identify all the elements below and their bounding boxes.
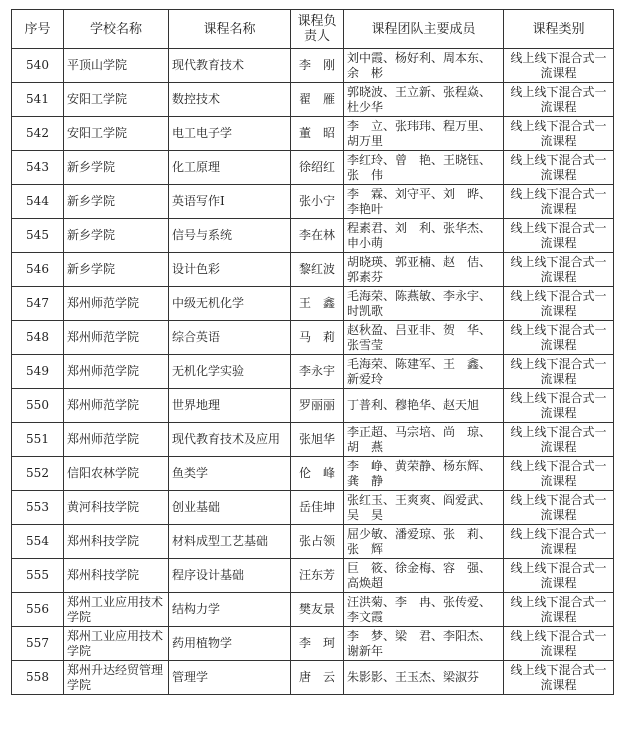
cell-index: 558 xyxy=(12,661,64,695)
cell-course: 英语写作Ⅰ xyxy=(169,185,291,219)
course-table xyxy=(11,9,614,695)
table-row xyxy=(12,219,614,253)
cell-category: 线上线下混合式一流课程 xyxy=(504,525,614,559)
table-row xyxy=(12,389,614,423)
cell-index: 550 xyxy=(12,389,64,423)
cell-team: 李 霖、刘守平、刘 晔、李艳叶 xyxy=(344,185,504,219)
header-index: 序号 xyxy=(12,10,64,49)
table-row xyxy=(12,457,614,491)
header-category: 课程类别 xyxy=(504,10,614,49)
cell-team: 丁普利、穆艳华、赵天旭 xyxy=(344,389,504,423)
cell-index: 557 xyxy=(12,627,64,661)
cell-leader: 罗丽丽 xyxy=(291,389,344,423)
cell-course: 鱼类学 xyxy=(169,457,291,491)
cell-category: 线上线下混合式一流课程 xyxy=(504,287,614,321)
cell-category: 线上线下混合式一流课程 xyxy=(504,117,614,151)
table-row xyxy=(12,355,614,389)
table-row xyxy=(12,185,614,219)
header-leader: 课程负责人 xyxy=(291,10,344,49)
cell-team: 赵秋盈、吕亚非、贺 华、张雪莹 xyxy=(344,321,504,355)
cell-school: 新乡学院 xyxy=(64,253,169,287)
cell-school: 新乡学院 xyxy=(64,151,169,185)
cell-course: 综合英语 xyxy=(169,321,291,355)
cell-leader: 李永宇 xyxy=(291,355,344,389)
cell-team: 李 峥、黄荣静、杨东辉、龚 静 xyxy=(344,457,504,491)
cell-team: 李红玲、曾 艳、王晓钰、张 伟 xyxy=(344,151,504,185)
cell-course: 现代教育技术 xyxy=(169,49,291,83)
cell-team: 李 立、张玮玮、程万里、胡万里 xyxy=(344,117,504,151)
cell-category: 线上线下混合式一流课程 xyxy=(504,457,614,491)
table-row xyxy=(12,117,614,151)
table-row xyxy=(12,287,614,321)
cell-index: 545 xyxy=(12,219,64,253)
cell-leader: 李 珂 xyxy=(291,627,344,661)
cell-category: 线上线下混合式一流课程 xyxy=(504,559,614,593)
cell-category: 线上线下混合式一流课程 xyxy=(504,49,614,83)
cell-leader: 徐绍红 xyxy=(291,151,344,185)
cell-course: 无机化学实验 xyxy=(169,355,291,389)
cell-team: 刘中霞、杨好利、周本东、余 彬 xyxy=(344,49,504,83)
table-row xyxy=(12,423,614,457)
header-school: 学校名称 xyxy=(64,10,169,49)
cell-leader: 汪东芳 xyxy=(291,559,344,593)
cell-team: 巨 筱、徐金梅、容 强、高焕超 xyxy=(344,559,504,593)
table-row xyxy=(12,593,614,627)
cell-category: 线上线下混合式一流课程 xyxy=(504,151,614,185)
cell-course: 中级无机化学 xyxy=(169,287,291,321)
cell-team: 汪洪菊、李 冉、张传爱、李文霞 xyxy=(344,593,504,627)
cell-course: 信号与系统 xyxy=(169,219,291,253)
cell-course: 设计色彩 xyxy=(169,253,291,287)
table-row xyxy=(12,559,614,593)
cell-leader: 樊友景 xyxy=(291,593,344,627)
cell-leader: 王 鑫 xyxy=(291,287,344,321)
cell-leader: 李 刚 xyxy=(291,49,344,83)
cell-school: 郑州师范学院 xyxy=(64,423,169,457)
cell-school: 郑州科技学院 xyxy=(64,525,169,559)
cell-category: 线上线下混合式一流课程 xyxy=(504,185,614,219)
cell-team: 李 梦、梁 君、李阳杰、谢新年 xyxy=(344,627,504,661)
cell-index: 549 xyxy=(12,355,64,389)
cell-school: 郑州升达经贸管理学院 xyxy=(64,661,169,695)
cell-course: 管理学 xyxy=(169,661,291,695)
cell-team: 屈少敏、潘爱琼、张 莉、张 辉 xyxy=(344,525,504,559)
cell-index: 547 xyxy=(12,287,64,321)
cell-index: 555 xyxy=(12,559,64,593)
cell-leader: 董 昭 xyxy=(291,117,344,151)
cell-index: 546 xyxy=(12,253,64,287)
header-team: 课程团队主要成员 xyxy=(344,10,504,49)
cell-leader: 李在林 xyxy=(291,219,344,253)
cell-index: 541 xyxy=(12,83,64,117)
cell-school: 郑州科技学院 xyxy=(64,559,169,593)
cell-school: 新乡学院 xyxy=(64,219,169,253)
cell-course: 材料成型工艺基础 xyxy=(169,525,291,559)
cell-leader: 翟 雁 xyxy=(291,83,344,117)
table-row xyxy=(12,491,614,525)
cell-leader: 马 莉 xyxy=(291,321,344,355)
cell-school: 郑州师范学院 xyxy=(64,389,169,423)
cell-course: 药用植物学 xyxy=(169,627,291,661)
cell-course: 现代教育技术及应用 xyxy=(169,423,291,457)
cell-course: 化工原理 xyxy=(169,151,291,185)
cell-team: 张红玉、王爽爽、阎爱武、吴 昊 xyxy=(344,491,504,525)
cell-category: 线上线下混合式一流课程 xyxy=(504,627,614,661)
table-row xyxy=(12,321,614,355)
cell-school: 安阳工学院 xyxy=(64,83,169,117)
table-row xyxy=(12,661,614,695)
cell-leader: 张占领 xyxy=(291,525,344,559)
cell-school: 郑州师范学院 xyxy=(64,321,169,355)
cell-category: 线上线下混合式一流课程 xyxy=(504,389,614,423)
cell-category: 线上线下混合式一流课程 xyxy=(504,83,614,117)
cell-team: 李正超、马宗培、尚 琼、胡 燕 xyxy=(344,423,504,457)
cell-course: 结构力学 xyxy=(169,593,291,627)
cell-course: 电工电子学 xyxy=(169,117,291,151)
cell-school: 郑州师范学院 xyxy=(64,355,169,389)
cell-leader: 张小宁 xyxy=(291,185,344,219)
cell-leader: 伦 峰 xyxy=(291,457,344,491)
cell-leader: 岳佳坤 xyxy=(291,491,344,525)
cell-index: 548 xyxy=(12,321,64,355)
cell-team: 毛海荣、陈燕敏、李永宇、时凯歌 xyxy=(344,287,504,321)
cell-category: 线上线下混合式一流课程 xyxy=(504,355,614,389)
cell-school: 郑州工业应用技术学院 xyxy=(64,627,169,661)
cell-school: 安阳工学院 xyxy=(64,117,169,151)
cell-category: 线上线下混合式一流课程 xyxy=(504,593,614,627)
cell-team: 朱影影、王玉杰、梁淑芬 xyxy=(344,661,504,695)
cell-course: 世界地理 xyxy=(169,389,291,423)
cell-team: 郭晓波、王立新、张程焱、杜少华 xyxy=(344,83,504,117)
cell-course: 创业基础 xyxy=(169,491,291,525)
table-row xyxy=(12,151,614,185)
cell-leader: 张旭华 xyxy=(291,423,344,457)
cell-course: 程序设计基础 xyxy=(169,559,291,593)
cell-category: 线上线下混合式一流课程 xyxy=(504,321,614,355)
cell-leader: 黎红波 xyxy=(291,253,344,287)
cell-category: 线上线下混合式一流课程 xyxy=(504,491,614,525)
header-course: 课程名称 xyxy=(169,10,291,49)
cell-school: 黄河科技学院 xyxy=(64,491,169,525)
cell-index: 540 xyxy=(12,49,64,83)
header-row xyxy=(12,10,614,49)
cell-index: 542 xyxy=(12,117,64,151)
cell-category: 线上线下混合式一流课程 xyxy=(504,219,614,253)
table-row xyxy=(12,253,614,287)
table-row xyxy=(12,49,614,83)
cell-index: 553 xyxy=(12,491,64,525)
cell-course: 数控技术 xyxy=(169,83,291,117)
cell-school: 信阳农林学院 xyxy=(64,457,169,491)
cell-index: 552 xyxy=(12,457,64,491)
cell-category: 线上线下混合式一流课程 xyxy=(504,661,614,695)
cell-team: 程素君、刘 利、张华杰、申小萌 xyxy=(344,219,504,253)
table-row xyxy=(12,525,614,559)
cell-category: 线上线下混合式一流课程 xyxy=(504,423,614,457)
cell-leader: 唐 云 xyxy=(291,661,344,695)
cell-index: 544 xyxy=(12,185,64,219)
cell-index: 556 xyxy=(12,593,64,627)
cell-index: 554 xyxy=(12,525,64,559)
cell-index: 551 xyxy=(12,423,64,457)
cell-index: 543 xyxy=(12,151,64,185)
table-row xyxy=(12,627,614,661)
table-row xyxy=(12,83,614,117)
cell-category: 线上线下混合式一流课程 xyxy=(504,253,614,287)
cell-team: 毛海荣、陈建军、王 鑫、新爱玲 xyxy=(344,355,504,389)
table-body xyxy=(12,49,614,695)
cell-school: 平顶山学院 xyxy=(64,49,169,83)
cell-school: 郑州工业应用技术学院 xyxy=(64,593,169,627)
cell-school: 郑州师范学院 xyxy=(64,287,169,321)
cell-school: 新乡学院 xyxy=(64,185,169,219)
cell-team: 胡晓瑛、郭亚楠、赵 佶、郭素芬 xyxy=(344,253,504,287)
